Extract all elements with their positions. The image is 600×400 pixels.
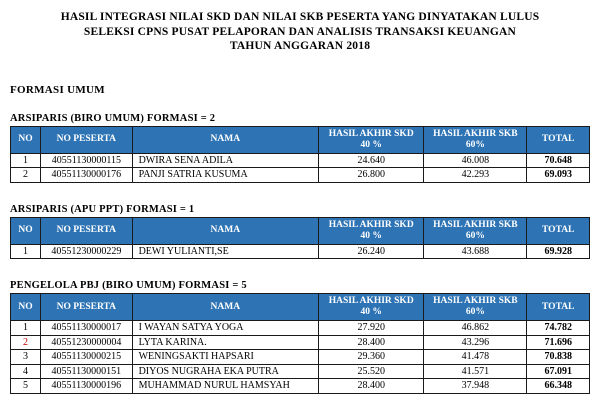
column-header-no: NO (11, 126, 41, 153)
cell-skd-score: 24.640 (319, 153, 424, 168)
cell-no: 1 (11, 153, 41, 168)
cell-no-peserta: 40551130000196 (41, 379, 132, 394)
column-header-no: NO (11, 294, 41, 321)
cell-no: 4 (11, 364, 41, 379)
title-line-2: SELEKSI CPNS PUSAT PELAPORAN DAN ANALISIS TRANSAKSI KEUANGAN (83, 25, 517, 38)
cell-skb-score: 46.862 (424, 321, 527, 336)
table-row (11, 350, 590, 365)
table-heading: ARSIPARIS (BIRO UMUM) FORMASI = 2 (10, 112, 216, 124)
cell-nama: DIYOS NUGRAHA EKA PUTRA (132, 364, 318, 379)
cell-no: 2 (11, 168, 41, 183)
table-row (11, 244, 590, 259)
cell-skd-score: 29.360 (319, 350, 424, 365)
cell-skb-score: 43.296 (424, 335, 527, 350)
header-line: 60% (465, 139, 485, 150)
table-header-row (11, 294, 590, 321)
column-header-total: TOTAL (527, 217, 590, 244)
cell-no-peserta: 40551130000176 (41, 168, 132, 183)
column-header-skb (424, 217, 527, 244)
header-line: HASIL AKHIR SKB (433, 296, 518, 306)
results-table (10, 126, 590, 183)
cell-nama: DEWI YULIANTI,SE (132, 244, 318, 259)
cell-skd-score: 26.800 (319, 168, 424, 183)
cell-total-score: 69.928 (527, 244, 590, 259)
table-heading: ARSIPARIS (APU PPT) FORMASI = 1 (10, 203, 195, 215)
column-header-total: TOTAL (527, 294, 590, 321)
cell-nama: MUHAMMAD NURUL HAMSYAH (132, 379, 318, 394)
cell-skb-score: 41.571 (424, 364, 527, 379)
cell-nama: PANJI SATRIA KUSUMA (132, 168, 318, 183)
cell-skb-score: 43.688 (424, 244, 527, 259)
table-header-row (11, 126, 590, 153)
cell-skd-score: 28.400 (319, 379, 424, 394)
cell-total-score: 70.838 (527, 350, 590, 365)
column-header-no-peserta: NO PESERTA (41, 126, 132, 153)
title-line-1: HASIL INTEGRASI NILAI SKD DAN NILAI SKB PESERTA YANG DINYATAKAN LULUS (60, 11, 540, 23)
table-header-row (11, 217, 590, 244)
cell-no-peserta: 40551130000017 (41, 321, 132, 336)
header-line: HASIL AKHIR SKB (433, 128, 518, 139)
column-header-skd (319, 126, 424, 153)
cell-skd-score: 26.240 (319, 244, 424, 259)
cell-no-peserta: 40551130000115 (41, 153, 132, 168)
cell-no: 3 (11, 350, 41, 365)
cell-total-score: 69.093 (527, 168, 590, 183)
column-header-skb (424, 126, 527, 153)
header-line: 60% (465, 230, 485, 241)
cell-skd-score: 25.520 (319, 364, 424, 379)
header-line: HASIL AKHIR SKB (433, 219, 518, 230)
table-row (11, 364, 590, 379)
results-table (10, 217, 590, 260)
column-header-nama: NAMA (132, 126, 318, 153)
header-line: 40 % (360, 139, 382, 150)
cell-no: 2 (11, 335, 41, 350)
cell-nama: I WAYAN SATYA YOGA (132, 321, 318, 336)
cell-skb-score: 42.293 (424, 168, 527, 183)
cell-no: 1 (11, 321, 41, 336)
table-row (11, 153, 590, 168)
column-header-total: TOTAL (527, 126, 590, 153)
cell-total-score: 74.782 (527, 321, 590, 336)
column-header-no-peserta: NO PESERTA (41, 217, 132, 244)
table-section-arsiparis-apu-ppt (10, 204, 590, 260)
header-line: 40 % (360, 307, 382, 317)
header-line: HASIL AKHIR SKD (328, 296, 414, 306)
document-title (10, 10, 590, 54)
column-header-nama: NAMA (132, 294, 318, 321)
cell-total-score: 66.348 (527, 379, 590, 394)
cell-total-score: 67.091 (527, 364, 590, 379)
title-line-3: TAHUN ANGGARAN 2018 (229, 40, 371, 52)
column-header-no-peserta: NO PESERTA (41, 294, 132, 321)
cell-total-score: 70.648 (527, 153, 590, 168)
column-header-nama: NAMA (132, 217, 318, 244)
column-header-no: NO (11, 217, 41, 244)
section-heading-formasi-umum: FORMASI UMUM (10, 83, 105, 96)
table-row (11, 379, 590, 394)
header-line: 60% (465, 307, 485, 317)
column-header-skd (319, 217, 424, 244)
cell-no-peserta: 40551230000004 (41, 335, 132, 350)
table-section-arsiparis-biro-umum (10, 113, 590, 183)
cell-skb-score: 46.008 (424, 153, 527, 168)
table-row (11, 335, 590, 350)
cell-no-peserta: 40551130000215 (41, 350, 132, 365)
cell-nama: WENINGSAKTI HAPSARI (132, 350, 318, 365)
cell-skd-score: 28.400 (319, 335, 424, 350)
table-row (11, 168, 590, 183)
cell-no-peserta: 40551230000229 (41, 244, 132, 259)
table-heading: PENGELOLA PBJ (BIRO UMUM) FORMASI = 5 (10, 280, 247, 291)
header-line: 40 % (360, 230, 382, 241)
cell-no: 1 (11, 244, 41, 259)
results-table (10, 293, 590, 394)
cell-nama: LYTA KARINA. (132, 335, 318, 350)
cell-no-peserta: 40551130000151 (41, 364, 132, 379)
table-row (11, 321, 590, 336)
cell-nama: DWIRA SENA ADILA (132, 153, 318, 168)
header-line: HASIL AKHIR SKD (328, 219, 414, 230)
cell-total-score: 71.696 (527, 335, 590, 350)
cell-skb-score: 37.948 (424, 379, 527, 394)
cell-skb-score: 41.478 (424, 350, 527, 365)
column-header-skd (319, 294, 424, 321)
cell-no: 5 (11, 379, 41, 394)
header-line: HASIL AKHIR SKD (328, 128, 414, 139)
column-header-skb (424, 294, 527, 321)
cell-skd-score: 27.920 (319, 321, 424, 336)
table-section-pengelola-pbj (10, 280, 590, 394)
